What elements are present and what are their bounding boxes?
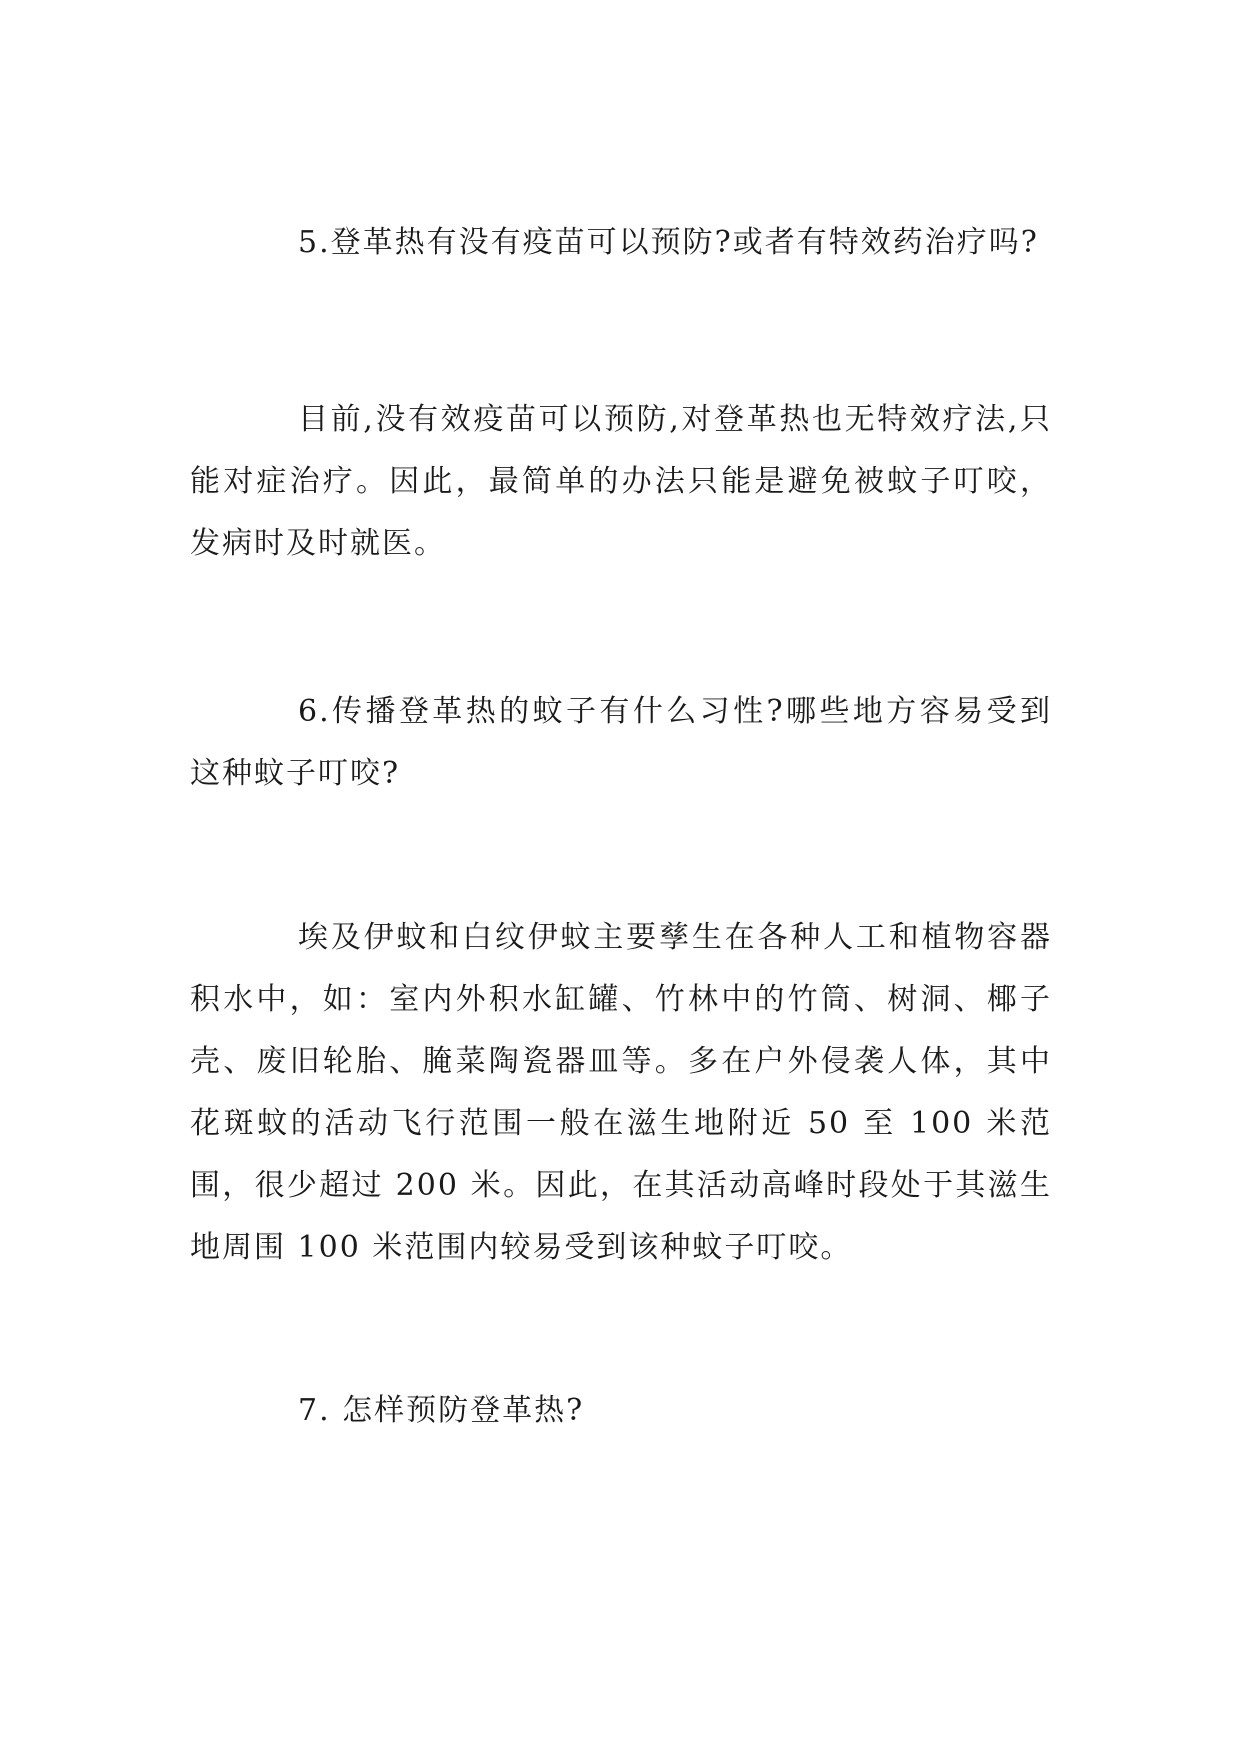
question-6-answer: 埃及伊蚊和白纹伊蚊主要孳生在各种人工和植物容器积水中，如：室内外积水缸罐、竹林中的竹筒、树洞、椰子壳、废旧轮胎、腌菜陶瓷器皿等。多在户外侵袭人体，其中花斑蚊的活动飞行范围一般在滋生地附近 50 至 100 米范围，很少超过 200 米。因此，在其活动高峰时段处于其滋生地周围 100 米范围内较易受到该种蚊子叮咬。 (190, 920, 1052, 1265)
question-5-heading: 5.登革热有没有疫苗可以预防?或者有特效药治疗吗? (298, 225, 1039, 260)
question-7-heading: 7. 怎样预防登革热? (298, 1393, 585, 1428)
question-6-heading: 6.传播登革热的蚊子有什么习性?哪些地方容易受到这种蚊子叮咬? (190, 694, 1052, 791)
question-5-answer: 目前,没有效疫苗可以预防,对登革热也无特效疗法,只能对症治疗。因此，最简单的办法只能是避免被蚊子叮咬，发病时及时就医。 (190, 402, 1052, 561)
